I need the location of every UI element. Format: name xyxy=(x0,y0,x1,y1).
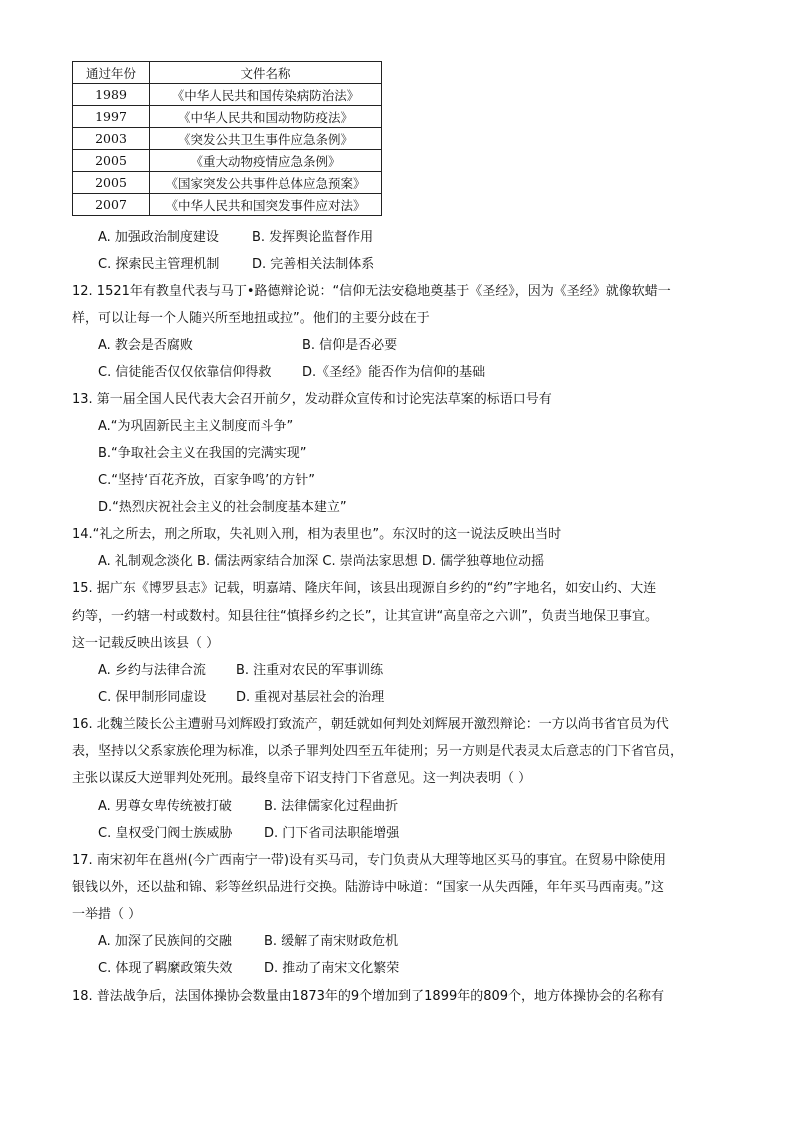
q12-stem-line1: 12. 1521年有教皇代表与马丁•路德辩论说：“信仰无法安稳地奠基于《圣经》，因为《圣经》就像软蜡一 xyxy=(72,284,671,299)
q17-option-a: A. 加深了民族间的交融 xyxy=(98,934,232,949)
cell-year: 2005 xyxy=(73,150,150,172)
q15-stem-line2: 约等，一约辖一村或数村。知县往往“慎择乡约之长”，让其宣讲“高皇帝之六训”，负责当地保卫事宜。 xyxy=(72,609,658,624)
q11-option-a: A. 加强政治制度建设 xyxy=(98,230,219,245)
q16-option-c: C. 皇权受门阀士族威胁 xyxy=(98,826,233,841)
cell-doc: 《中华人民共和国突发事件应对法》 xyxy=(150,194,382,216)
q15-option-c: C. 保甲制形同虚设 xyxy=(98,690,207,705)
cell-doc: 《国家突发公共事件总体应急预案》 xyxy=(150,172,382,194)
table-row xyxy=(73,172,382,194)
cell-doc: 《中华人民共和国传染病防治法》 xyxy=(150,84,382,106)
document-table xyxy=(72,61,382,216)
cell-year: 1997 xyxy=(73,106,150,128)
q17-option-c: C. 体现了羁縻政策失效 xyxy=(98,961,233,976)
q17-option-b: B. 缓解了南宋财政危机 xyxy=(264,934,399,949)
q15-option-a: A. 乡约与法律合流 xyxy=(98,663,206,678)
q15-stem-line1: 15. 据广东《博罗县志》记载，明嘉靖、隆庆年间，该县出现源自乡约的“约”字地名，如安山约、大连 xyxy=(72,581,657,596)
cell-doc: 《中华人民共和国动物防疫法》 xyxy=(150,106,382,128)
cell-year: 2007 xyxy=(73,194,150,216)
q14-stem: 14.“礼之所去，刑之所取，失礼则入刑，相为表里也”。东汉时的这一说法反映出当时 xyxy=(72,527,562,542)
q12-option-a: A. 教会是否腐败 xyxy=(98,338,193,353)
table-header-row xyxy=(73,62,382,84)
q11-option-c: C. 探索民主管理机制 xyxy=(98,257,220,272)
q17-stem-line1: 17. 南宋初年在邕州(今广西南宁一带)设有买马司，专门负责从大理等地区买马的事宜。在贸易中除使用 xyxy=(72,853,666,868)
cell-doc: 《突发公共卫生事件应急条例》 xyxy=(150,128,382,150)
q16-stem-line2: 表，坚持以父系家族伦理为标准，以杀子罪判处四至五年徒刑；另一方则是代表灵太后意志的门下省官员， xyxy=(72,744,684,759)
table-row xyxy=(73,150,382,172)
q18-stem-line1: 18. 普法战争后，法国体操协会数量由1873年的9个增加到了1899年的809个，地方体操协会的名称有 xyxy=(72,989,665,1004)
cell-year: 2003 xyxy=(73,128,150,150)
q16-stem-line1: 16. 北魏兰陵长公主遭驸马刘辉殴打致流产，朝廷就如何判处刘辉展开激烈辩论：一方以尚书省官员为代 xyxy=(72,717,669,732)
q13-option-a: A.“为巩固新民主主义制度而斗争” xyxy=(98,419,294,434)
q15-option-b: B. 注重对农民的军事训练 xyxy=(236,663,384,678)
table-row xyxy=(73,106,382,128)
q16-stem-line3: 主张以谋反大逆罪判处死刑。最终皇帝下诏支持门下省意见。这一判决表明（ ） xyxy=(72,771,532,786)
table-row xyxy=(73,194,382,216)
table-row xyxy=(73,128,382,150)
q17-option-d: D. 推动了南宋文化繁荣 xyxy=(264,961,400,976)
header-year: 通过年份 xyxy=(73,62,150,84)
q13-option-b: B.“争取社会主义在我国的完满实现” xyxy=(98,446,307,461)
cell-year: 2005 xyxy=(73,172,150,194)
q13-option-c: C.“坚持‘百花齐放，百家争鸣’的方针” xyxy=(98,473,315,488)
q15-stem-line3: 这一记载反映出该县（ ） xyxy=(72,636,220,651)
q12-option-d: D.《圣经》能否作为信仰的基础 xyxy=(302,365,486,380)
q12-option-c: C. 信徒能否仅仅依靠信仰得救 xyxy=(98,365,272,380)
table-row xyxy=(73,84,382,106)
q13-stem: 13. 第一届全国人民代表大会召开前夕，发动群众宣传和讨论宪法草案的标语口号有 xyxy=(72,392,552,407)
q15-option-d: D. 重视对基层社会的治理 xyxy=(236,690,385,705)
header-doc-name: 文件名称 xyxy=(150,62,382,84)
q17-stem-line2: 银钱以外，还以盐和锦、彩等丝织品进行交换。陆游诗中咏道：“国家一从失西陲，年年买马西南夷。”这 xyxy=(72,880,664,895)
q16-option-a: A. 男尊女卑传统被打破 xyxy=(98,799,232,814)
q11-option-b: B. 发挥舆论监督作用 xyxy=(252,230,374,245)
q13-option-d: D.“热烈庆祝社会主义的社会制度基本建立” xyxy=(98,500,347,515)
q16-option-b: B. 法律儒家化过程曲折 xyxy=(264,799,399,814)
cell-year: 1989 xyxy=(73,84,150,106)
q11-option-d: D. 完善相关法制体系 xyxy=(252,257,375,272)
q17-stem-line3: 一举措（ ） xyxy=(72,907,142,922)
q12-option-b: B. 信仰是否必要 xyxy=(302,338,398,353)
q14-options: A. 礼制观念淡化 B. 儒法两家结合加深 C. 崇尚法家思想 D. 儒学独尊地位动摇 xyxy=(98,554,545,569)
cell-doc: 《重大动物疫情应急条例》 xyxy=(150,150,382,172)
q12-stem-line2: 样，可以让每一个人随兴所至地扭或拉”。他们的主要分歧在于 xyxy=(72,311,430,326)
q16-option-d: D. 门下省司法职能增强 xyxy=(264,826,400,841)
